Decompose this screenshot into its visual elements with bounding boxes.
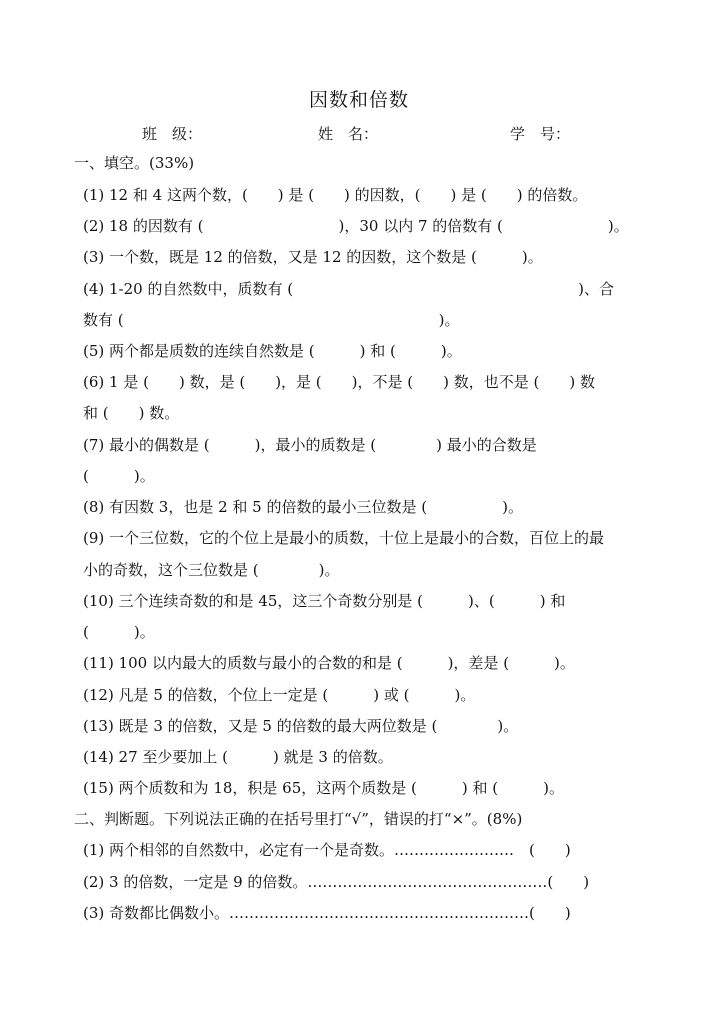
question-6-cont: 和 ( ) 数。: [83, 404, 180, 422]
question-9-cont: 小的奇数，这个三位数是 ( )。: [83, 561, 340, 579]
name-label: 姓 名：: [318, 125, 379, 143]
question-1: (1) 12 和 4 这两个数，( ) 是 ( ) 的因数，( ) 是 ( ) 的倍数。: [83, 186, 588, 204]
question-4-cont: 数有 ( )。: [83, 311, 460, 329]
question-4: (4) 1-20 的自然数中，质数有 ( )、合: [83, 280, 614, 298]
question-15: (15) 两个质数和为 18，积是 65，这两个质数是 ( ) 和 ( )。: [83, 779, 564, 797]
question-7: (7) 最小的偶数是 ( )，最小的质数是 ( ) 最小的合数是: [83, 436, 537, 454]
judge-question-1: (1) 两个相邻的自然数中，必定有一个是奇数。…………………… ( ): [83, 841, 571, 859]
section1-heading: 一、填空。(33%): [74, 154, 195, 172]
question-14: (14) 27 至少要加上 ( ) 就是 3 的倍数。: [83, 748, 393, 766]
question-10: (10) 三个连续奇数的和是 45，这三个奇数分别是 ( )、( ) 和: [83, 592, 566, 610]
question-13: (13) 既是 3 的倍数，又是 5 的倍数的最大两位数是 ( )。: [83, 717, 519, 735]
question-3: (3) 一个数，既是 12 的倍数，又是 12 的因数，这个数是 ( )。: [83, 248, 543, 266]
question-2: (2) 18 的因数有 ( )，30 以内 7 的倍数有 ( )。: [83, 217, 629, 235]
class-label: 班 级：: [142, 125, 203, 143]
page-title: 因数和倍数: [308, 89, 409, 111]
question-7-cont: ( )。: [83, 467, 155, 485]
question-8: (8) 有因数 3，也是 2 和 5 的倍数的最小三位数是 ( )。: [83, 498, 523, 516]
judge-question-3: (3) 奇数都比偶数小。……………………………………………………( ): [83, 904, 571, 922]
question-11: (11) 100 以内最大的质数与最小的合数的和是 ( )，差是 ( )。: [83, 654, 575, 672]
question-9: (9) 一个三位数，它的个位上是最小的质数，十位上是最小的合数，百位上的最: [83, 529, 605, 547]
student-id-label: 学 号：: [510, 125, 571, 143]
question-5: (5) 两个都是质数的连续自然数是 ( ) 和 ( )。: [83, 342, 462, 360]
section2-heading: 二、判断题。下列说法正确的在括号里打“√”，错误的打“×”。(8%): [74, 810, 523, 828]
question-12: (12) 凡是 5 的倍数，个位上一定是 ( ) 或 ( )。: [83, 686, 476, 704]
question-10-cont: ( )。: [83, 623, 155, 641]
judge-question-2: (2) 3 的倍数，一定是 9 的倍数。…………………………………………( ): [83, 873, 590, 891]
question-6: (6) 1 是 ( ) 数，是 ( )，是 ( )，不是 ( ) 数，也不是 ( ) 数: [83, 373, 595, 391]
